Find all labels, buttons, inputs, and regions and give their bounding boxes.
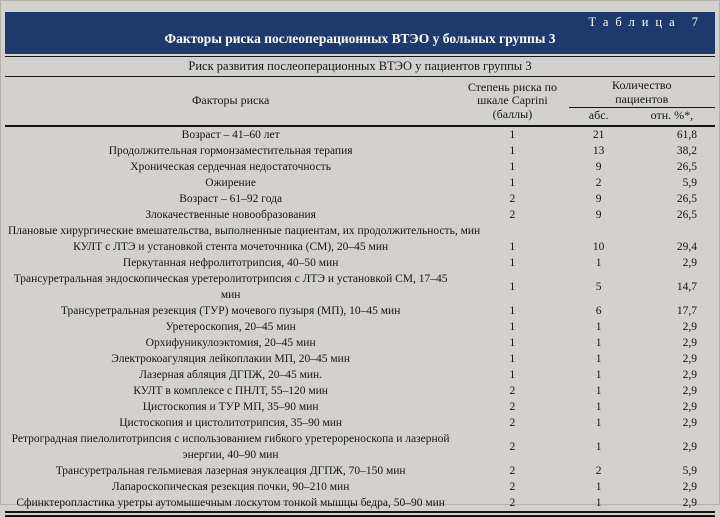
- factor-cell: Трансуретральная эндоскопическая уретеролитотрипсия с ЛТЭ и установкой СМ, 17–45 мин: [13, 272, 448, 301]
- factor-cell: Возраст – 61–92 года: [179, 192, 283, 205]
- caprini-cell: 2: [509, 192, 516, 205]
- table-row: [5, 383, 715, 399]
- table-row: [5, 175, 715, 191]
- rel-cell: 2,9: [682, 352, 697, 365]
- table-row: [5, 399, 715, 415]
- rel-cell: 14,7: [676, 280, 697, 293]
- abs-cell: 9: [595, 208, 602, 221]
- rel-cell: 2,9: [682, 320, 697, 333]
- column-header-abs: абс.: [588, 108, 609, 122]
- abs-cell: 10: [592, 240, 605, 253]
- caprini-cell: 2: [509, 440, 516, 453]
- table-row: [5, 126, 715, 143]
- abs-cell: 1: [595, 368, 602, 381]
- abs-cell: 1: [595, 480, 602, 493]
- column-header-patients-label: Количество пациентов: [612, 78, 672, 106]
- caprini-cell: 1: [509, 144, 516, 157]
- table-title: Факторы риска послеоперационных ВТЭО у больных группы 3: [164, 31, 556, 46]
- table-row: [5, 303, 715, 319]
- rel-cell: 5,9: [682, 464, 697, 477]
- table-row: [5, 319, 715, 335]
- caprini-cell: 2: [509, 480, 516, 493]
- table-subtitle: Риск развития послеоперационных ВТЭО у пациентов группы 3: [5, 56, 715, 77]
- rel-cell: 26,5: [676, 192, 697, 205]
- column-header-rel: отн. %*,: [650, 108, 694, 122]
- factor-cell: Лапароскопическая резекция почки, 90–210 мин: [111, 480, 350, 493]
- caprini-cell: 1: [509, 368, 516, 381]
- rel-cell: 2,9: [682, 368, 697, 381]
- rel-cell: 5,9: [682, 176, 697, 189]
- column-header-caprini: Степень риска по шкале Caprini (баллы): [467, 79, 558, 121]
- rel-cell: 38,2: [676, 144, 697, 157]
- factor-cell: Сфинктеропластика уретры аутомышечным лоскутом тонкой мышцы бедра, 50–90 мин: [16, 496, 445, 509]
- risk-factors-table: [5, 77, 715, 511]
- table-row: [5, 431, 715, 463]
- rel-cell: 2,9: [682, 336, 697, 349]
- table-bottom-rule: [5, 511, 715, 517]
- abs-cell: 1: [595, 352, 602, 365]
- abs-cell: 1: [595, 256, 602, 269]
- factor-cell: Ожирение: [205, 176, 256, 189]
- caprini-cell: 2: [509, 416, 516, 429]
- abs-cell: 9: [595, 192, 602, 205]
- abs-cell: 5: [595, 280, 602, 293]
- rel-cell: 61,8: [676, 128, 697, 141]
- abs-cell: 1: [595, 416, 602, 429]
- table-body: [5, 126, 715, 511]
- table-row: [5, 191, 715, 207]
- rel-cell: 2,9: [682, 496, 697, 509]
- factor-cell: КУЛТ с ЛТЭ и установкой стента мочеточника (СМ), 20–45 мин: [73, 240, 389, 253]
- abs-cell: 1: [595, 320, 602, 333]
- caprini-cell: 1: [509, 160, 516, 173]
- caprini-cell: 1: [509, 176, 516, 189]
- caprini-cell: 1: [509, 336, 516, 349]
- factor-cell: Перкутанная нефролитотрипсия, 40–50 мин: [122, 256, 339, 269]
- table-row: [5, 367, 715, 383]
- factor-cell: Хроническая сердечная недостаточность: [130, 160, 331, 173]
- caprini-cell: 1: [509, 320, 516, 333]
- factor-cell: Продолжительная гормонзаместительная терапия: [108, 144, 353, 157]
- table-row: [5, 207, 715, 223]
- table-row: [5, 463, 715, 479]
- factor-cell: Электрокоагуляция лейкоплакии МП, 20–45 мин: [111, 352, 350, 365]
- table-row: [5, 239, 715, 255]
- table-row: [5, 335, 715, 351]
- factor-cell: Уретероскопия, 20–45 мин: [165, 320, 296, 333]
- factor-cell: Злокачественные новообразования: [145, 208, 316, 221]
- abs-cell: 21: [592, 128, 605, 141]
- table-row: [5, 271, 715, 303]
- caprini-cell: 2: [509, 464, 516, 477]
- table-row: [5, 351, 715, 367]
- abs-cell: 1: [595, 336, 602, 349]
- abs-cell: 6: [595, 304, 602, 317]
- table-row: [5, 479, 715, 495]
- abs-cell: 9: [595, 160, 602, 173]
- caprini-cell: 2: [509, 384, 516, 397]
- factor-cell: Орхифуникулоэктомия, 20–45 мин: [145, 336, 316, 349]
- rel-cell: 26,5: [676, 208, 697, 221]
- factor-cell: Трансуретральная гельмиевая лазерная энуклеация ДГПЖ, 70–150 мин: [55, 464, 406, 477]
- factor-cell: Трансуретральная резекция (ТУР) мочевого пузыря (МП), 10–45 мин: [60, 304, 401, 317]
- rel-cell: 26,5: [676, 160, 697, 173]
- caprini-cell: 1: [509, 280, 516, 293]
- table-caption-banner: [5, 12, 715, 54]
- caprini-cell: 1: [509, 352, 516, 365]
- rel-cell: 2,9: [682, 384, 697, 397]
- table-row: [5, 159, 715, 175]
- abs-cell: 2: [595, 176, 602, 189]
- factor-cell: Лазерная абляция ДГПЖ, 20–45 мин.: [139, 368, 323, 381]
- rel-cell: 2,9: [682, 480, 697, 493]
- caprini-cell: 2: [509, 496, 516, 509]
- table-number-label: Таблица 7: [588, 15, 705, 29]
- abs-cell: 1: [595, 384, 602, 397]
- table-row: [5, 495, 715, 511]
- column-header-factors: Факторы риска: [191, 93, 270, 107]
- caprini-cell: 2: [509, 208, 516, 221]
- factor-cell: Ретроградная пиелолитотрипсия с использованием гибкого уретерореноскопа и лазерной энергии, 40–90 мин: [11, 432, 450, 461]
- caprini-cell: 2: [509, 400, 516, 413]
- column-header-patients-group: [569, 77, 715, 108]
- table-row: [5, 223, 715, 239]
- factor-cell: КУЛТ в комплексе с ПНЛТ, 55–120 мин: [133, 384, 328, 397]
- rel-cell: 2,9: [682, 416, 697, 429]
- table-row: [5, 255, 715, 271]
- caprini-cell: 1: [509, 128, 516, 141]
- rel-cell: 2,9: [682, 256, 697, 269]
- section-row-label: Плановые хирургические вмешательства, выполненные пациентам, их продолжительность, мин: [8, 224, 481, 237]
- caprini-cell: 1: [509, 240, 516, 253]
- abs-cell: 2: [595, 464, 602, 477]
- caprini-cell: 1: [509, 304, 516, 317]
- abs-cell: 1: [595, 440, 602, 453]
- table-header: [5, 77, 715, 126]
- rel-cell: 17,7: [676, 304, 697, 317]
- abs-cell: 1: [595, 400, 602, 413]
- abs-cell: 13: [592, 144, 605, 157]
- caprini-cell: 1: [509, 256, 516, 269]
- rel-cell: 2,9: [682, 400, 697, 413]
- factor-cell: Цистоскопия и цистолитотрипсия, 35–90 мин: [119, 416, 343, 429]
- table-row: [5, 415, 715, 431]
- rel-cell: 2,9: [682, 440, 697, 453]
- rel-cell: 29,4: [676, 240, 697, 253]
- factor-cell: Цистоскопия и ТУР МП, 35–90 мин: [142, 400, 319, 413]
- abs-cell: 1: [595, 496, 602, 509]
- factor-cell: Возраст – 41–60 лет: [181, 128, 280, 141]
- table-row: [5, 143, 715, 159]
